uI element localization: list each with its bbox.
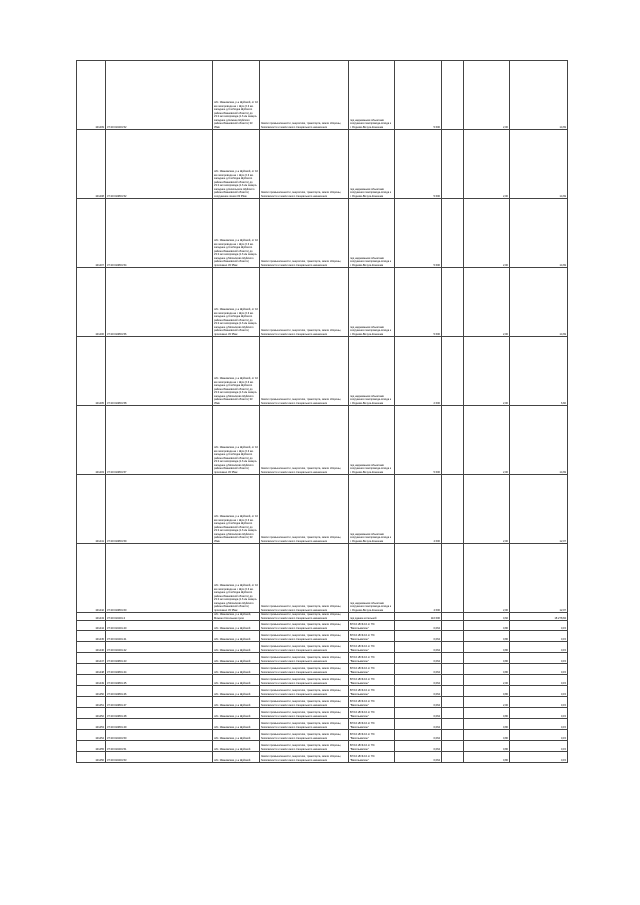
cell-address: обл. Ивановская, р-н Шуйский, от 10 км газопровода на г. Шуя (2.3 км. западнее д.Слободка Шуйского района Ивановской области) до 23.3 км газопровода (1.6 км северо-западнее д.Михалково Шуйского района Ивановской области) проложено 33 35мк [213,406,260,475]
cell-rate: 0,60 [464,613,510,621]
table-row [77,664,568,675]
cell-address: обл. Ивановская, р-н Шуйский, от 10 км газопровода на г. Шуя (2.3 км. западнее д.Слободка Шуйского района Ивановской области) до 23.3 км газопровода (1.6 км северо-западнее д.Михалково Шуйского района Ивановской области) проложено 33 35мк [213,199,260,268]
cell-address: обл. Ивановская, р-н Шуйский [213,686,260,697]
cell-land-category: Земли промышленности, энергетики, транспорта, земли обороны, безопасности и земли иного специального назначения [260,686,349,697]
cell-id: 101452 [77,708,106,719]
table-row [77,697,568,708]
cell-rate: 0,80 [464,752,510,763]
cell-empty [442,686,464,697]
cell-area: 0,064 [395,719,442,730]
cell-address: обл. Ивановская, р-н Шуйский, Можено Котельная пром [213,613,260,621]
cell-land-category: Земли промышленности, энергетики, транспорта, земли обороны, безопасности и земли иного специального назначения [260,631,349,642]
table-row [77,337,568,406]
cell-area: 0,064 [395,708,442,719]
cell-permitted-use: под надземными объектами сооружения газопровода-отвода к г. Родники-Вичуга-Кинешма [349,475,395,544]
cell-address: обл. Ивановская, р-н Шуйский [213,653,260,664]
cell-empty [442,61,464,130]
cell-area: 0,064 [395,741,442,752]
cell-empty [442,621,464,631]
cell-sum: 12,07 [510,475,568,544]
cell-address: обл. Ивановская, р-н Шуйский [213,631,260,642]
cell-land-category: Земли промышленности, энергетики, транспорта, земли обороны, безопасности и земли иного специального назначения [260,613,349,621]
cell-id: 101446 [77,642,106,653]
cell-id: 101451 [77,697,106,708]
cell-rate: 2,00 [464,475,510,544]
cell-permitted-use: ВЛ 10 кВ Ф-10 от ПС "Васильевское" [349,752,395,763]
cell-area: 5 600 [395,268,442,337]
cell-area: 0,064 [395,730,442,741]
cell-id: 101409 [77,61,106,130]
cell-cadastral-number: 37:20:010801:45 [106,675,213,686]
cell-rate: 2,00 [464,337,510,406]
cell-land-category: Земли промышленности, энергетики, транспорта, земли обороны, безопасности и земли иного специального назначения [260,642,349,653]
cell-empty [442,730,464,741]
cell-empty [442,406,464,475]
cell-address: обл. Ивановская, р-н Шуйский, от 10 км газопровода на г. Шуя (2.3 км. западнее д.Слободка Шуйского района Ивановской области) до 23.3 км газопровода (1.6 км северо-западнее д.Михалково Шуйского района Ивановской области) 33 35мк [213,475,260,544]
cell-permitted-use: под надземными объектами сооружения газопровода-отвода к г. Родники-Вичуга-Кинешма [349,268,395,337]
cell-area: 0,064 [395,664,442,675]
cell-rate: 0,80 [464,631,510,642]
cell-address: обл. Ивановская, р-н Шуйский [213,708,260,719]
cell-id: 101408 [77,130,106,199]
cell-rate: 2,00 [464,544,510,613]
cell-land-category: Земли промышленности, энергетики, транспорта, земли обороны, безопасности и земли иного специального назначения [260,730,349,741]
cell-rate: 0,80 [464,730,510,741]
cell-land-category: Земли промышленности, энергетики, транспорта, земли обороны, безопасности и земли иного специального назначения [260,475,349,544]
cell-cadastral-number: 37:20:010401:53 [106,752,213,763]
table-row [77,631,568,642]
cell-cadastral-number: 37:20:010801:58 [106,337,213,406]
cell-sum: 0,15 [510,686,568,697]
cell-rate: 0,80 [464,708,510,719]
cell-cadastral-number: 37:20:010801:60 [106,544,213,613]
cell-empty [442,544,464,613]
cell-address: обл. Ивановская, р-н Шуйский [213,752,260,763]
cell-empty [442,199,464,268]
cell-land-category: Земли промышленности, энергетики, транспорта, земли обороны, безопасности и земли иного специального назначения [260,199,349,268]
cell-cadastral-number: 37:20:010801:52 [106,130,213,199]
cell-id: 101407 [77,199,106,268]
cell-address: обл. Ивановская, р-н Шуйский [213,741,260,752]
table-row [77,613,568,621]
table-body [77,61,568,763]
cell-cadastral-number: 37:20:010401:4 [106,613,213,621]
cell-empty [442,719,464,730]
cell-permitted-use: под надземными объектами сооружения газопровода-отвода к г. Родники-Вичуга-Кинешма [349,199,395,268]
cell-area: 5 600 [395,61,442,130]
cell-id: 101456 [77,752,106,763]
cell-cadastral-number: 37:20:010401:40 [106,621,213,631]
cell-id: 101454 [77,730,106,741]
cell-sum: 0,15 [510,621,568,631]
cell-address: обл. Ивановская, р-н Шуйский, от 10 км газопровода на г. Шуя (2.3 км. западнее д.Слободка Шуйского района Ивановской области) до 23.3 км газопровода (1.6 км северо-западнее д.Никольское Шуйского района Ивановской области) сооружение линии 33 35мк [213,130,260,199]
cell-empty [442,675,464,686]
cell-address: обл. Ивановская, р-н Шуйский [213,642,260,653]
cell-sum: 14,69 [510,199,568,268]
cell-area: 0,064 [395,621,442,631]
cell-permitted-use: ВЛ 10 кВ Ф-10 от ПС "Васильевское" [349,697,395,708]
cell-rate: 2,00 [464,61,510,130]
cell-area: 0,064 [395,686,442,697]
cell-cadastral-number: 37:20:010801:57 [106,406,213,475]
cell-permitted-use: ВЛ 10 кВ Ф-10 от ПС "Васильевское" [349,708,395,719]
cell-cadastral-number: 37:20:010801:56 [106,268,213,337]
table-row [77,719,568,730]
cell-land-category: Земли промышленности, энергетики, транспорта, земли обороны, безопасности и земли иного специального назначения [260,268,349,337]
cell-address: обл. Ивановская, р-н Шуйский [213,664,260,675]
cell-area: 4 600 [395,475,442,544]
cell-permitted-use: ВЛ 10 кВ Ф-10 от ПС "Васильевское" [349,741,395,752]
cell-rate: 2,00 [464,697,510,708]
cell-sum: 6,82 [510,337,568,406]
cell-rate: 0,80 [464,686,510,697]
cell-cadastral-number: 37:20:010401:50 [106,730,213,741]
cell-land-category: Земли промышленности, энергетики, транспорта, земли обороны, безопасности и земли иного специального назначения [260,697,349,708]
cell-permitted-use: под надземными объектами сооружения газопровода-отвода к г. Родники-Вичуга-Кинешма [349,406,395,475]
cell-permitted-use: ВЛ 10 кВ Ф-10 от ПС "Васильевское" [349,653,395,664]
cell-address: обл. Ивановская, р-н Шуйский, от 10 км газопровода на г. Шуя (2.3 км. западнее д.Слободка Шуйского района Ивановской области) до 23.3 км газопровода (1.6 км северо-западнее д.Михалково Шуйского района Ивановской области) 33 35мк [213,337,260,406]
cell-permitted-use: ВЛ 10 кВ Ф-10 от ПС "Васильевское" [349,730,395,741]
table-row [77,61,568,130]
cell-sum: 0,15 [510,675,568,686]
cell-cadastral-number: 37:20:010401:51 [106,741,213,752]
cell-rate: 0,80 [464,741,510,752]
cell-id: 101406 [77,268,106,337]
cell-rate: 0,80 [464,719,510,730]
cell-rate: 0,80 [464,653,510,664]
cell-cadastral-number: 37:20:010801:49 [106,719,213,730]
cell-permitted-use: ВЛ 10 кВ Ф-10 от ПС "Васильевское" [349,642,395,653]
cell-cadastral-number: 37:20:010801:47 [106,697,213,708]
cell-empty [442,708,464,719]
cell-permitted-use: ВЛ 10 кВ Ф-10 от ПС "Васильевское" [349,621,395,631]
cell-rate: 2,00 [464,199,510,268]
table-row [77,642,568,653]
cell-cadastral-number: 37:20:010801:54 [106,199,213,268]
cell-address: обл. Ивановская, р-н Шуйский, от 10 км газопровода на г. Шуя (2.3 км. западнее д.Слободка Шуйского района Ивановской области) до 23.3 км газопровода (1.6 км северо-западнее д.Михалково Шуйского района Ивановской области) проложено 33 35мк [213,544,260,613]
cell-rate: 2,00 [464,268,510,337]
cell-sum: 0,15 [510,642,568,653]
cell-sum: 14,69 [510,61,568,130]
cell-permitted-use: ВЛ 10 кВ Ф-10 от ПС "Васильевское" [349,675,395,686]
cell-permitted-use: под надземными объектами сооружения газопровода-отвода к г. Родники-Вичуга-Кинешма [349,61,395,130]
cell-land-category: Земли промышленности, энергетики, транспорта, земли обороны, безопасности и земли иного специального назначения [260,406,349,475]
cell-area: 0,064 [395,752,442,763]
table-row [77,686,568,697]
cell-cadastral-number: 37:20:010801:46 [106,686,213,697]
cell-area: 5 600 [395,406,442,475]
cell-land-category: Земли промышленности, энергетики, транспорта, земли обороны, безопасности и земли иного специального назначения [260,621,349,631]
cell-area: 5 600 [395,130,442,199]
cell-area: 0,064 [395,697,442,708]
cell-sum: 14,69 [510,406,568,475]
cell-permitted-use: ВЛ 10 кВ Ф-10 от ПС "Васильевское" [349,719,395,730]
cell-id: 101453 [77,719,106,730]
cell-address: обл. Ивановская, р-н Шуйский, от 10 км газопровода на г. Шуя (2.3 км. западнее д.Слободка Шуйского района Ивановской области) до 23.3 км газопровода (1.6 км северо-западнее д.Нижнее Шуйского района Ивановской области) 33 35мк [213,61,260,130]
cell-id: 101448 [77,664,106,675]
table-row [77,752,568,763]
cell-land-category: Земли промышленности, энергетики, транспорта, земли обороны, безопасности и земли иного специального назначения [260,544,349,613]
table-row [77,475,568,544]
cell-id: 101441 [77,475,106,544]
cell-permitted-use: ВЛ 10 кВ Ф-10 от ПС "Васильевское" [349,631,395,642]
cell-sum: 0,15 [510,653,568,664]
cell-sum: 0,15 [510,719,568,730]
cell-area: 2 600 [395,337,442,406]
cell-land-category: Земли промышленности, энергетики, транспорта, земли обороны, безопасности и земли иного специального назначения [260,664,349,675]
cell-land-category: Земли промышленности, энергетики, транспорта, земли обороны, безопасности и земли иного специального назначения [260,741,349,752]
cell-land-category: Земли промышленности, энергетики, транспорта, земли обороны, безопасности и земли иного специального назначения [260,653,349,664]
cell-sum: 14,69 [510,130,568,199]
cell-empty [442,653,464,664]
land-plot-table [76,60,568,763]
cell-address: обл. Ивановская, р-н Шуйский [213,719,260,730]
table-row [77,708,568,719]
cell-id: 101447 [77,653,106,664]
table-row [77,741,568,752]
table-row [77,199,568,268]
cell-permitted-use: под надземными объектами сооружения газопровода-отвода к г. Родники-Вичуга-Кинешма [349,130,395,199]
cell-rate: 0,80 [464,642,510,653]
table-row [77,544,568,613]
table-row [77,653,568,664]
cell-empty [442,268,464,337]
cell-empty [442,631,464,642]
cell-land-category: Земли промышленности, энергетики, транспорта, земли обороны, безопасности и земли иного специального назначения [260,61,349,130]
cell-area: 4 600 [395,544,442,613]
cell-land-category: Земли промышленности, энергетики, транспорта, земли обороны, безопасности и земли иного специального назначения [260,752,349,763]
cell-land-category: Земли промышленности, энергетики, транспорта, земли обороны, безопасности и земли иного специального назначения [260,337,349,406]
cell-empty [442,741,464,752]
cell-sum: 0,15 [510,708,568,719]
cell-id: 101444 [77,621,106,631]
cell-address: обл. Ивановская, р-н Шуйский [213,730,260,741]
cell-sum: 12,07 [510,544,568,613]
cell-sum: 0,15 [510,697,568,708]
cell-permitted-use: под здание котельной [349,613,395,621]
cell-empty [442,697,464,708]
cell-address: обл. Ивановская, р-н Шуйский [213,621,260,631]
cell-area: 116 600 [395,613,442,621]
cell-cadastral-number: 37:20:010801:44 [106,664,213,675]
cell-land-category: Земли промышленности, энергетики, транспорта, земли обороны, безопасности и земли иного специального назначения [260,719,349,730]
cell-id: 101450 [77,686,106,697]
cell-rate: 2,00 [464,130,510,199]
cell-permitted-use: под надземными объектами сооружения газопровода-отвода к г. Родники-Вичуга-Кинешма [349,544,395,613]
cell-empty [442,752,464,763]
table-row [77,406,568,475]
cell-permitted-use: ВЛ 10 кВ Ф-10 от ПС "Васильевское" [349,686,395,697]
cell-land-category: Земли промышленности, энергетики, транспорта, земли обороны, безопасности и земли иного специального назначения [260,130,349,199]
cell-cadastral-number: 37:20:010401:52 [106,61,213,130]
cell-rate: 2,00 [464,675,510,686]
cell-cadastral-number: 37:20:010401:41 [106,631,213,642]
cell-id: 101405 [77,337,106,406]
cell-empty [442,475,464,544]
cell-empty [442,130,464,199]
cell-sum: 18 278,84 [510,613,568,621]
cell-sum: 14,69 [510,268,568,337]
cell-land-category: Земли промышленности, энергетики, транспорта, земли обороны, безопасности и земли иного специального назначения [260,708,349,719]
cell-empty [442,613,464,621]
cell-area: 5 600 [395,199,442,268]
cell-sum: 0,15 [510,631,568,642]
cell-sum: 0,15 [510,664,568,675]
cell-empty [442,642,464,653]
cell-address: обл. Ивановская, р-н Шуйский [213,697,260,708]
cell-sum: 0,15 [510,741,568,752]
cell-empty [442,664,464,675]
cell-sum: 0,15 [510,730,568,741]
table-row [77,621,568,631]
cell-cadastral-number: 37:20:010401:42 [106,642,213,653]
cell-id: 101443 [77,613,106,621]
cell-permitted-use: ВЛ 10 кВ Ф-10 от ПС "Васильевское" [349,664,395,675]
cell-permitted-use: под надземными объектами сооружения газопровода-отвода к г. Родники-Вичуга-Кинешма [349,337,395,406]
cell-cadastral-number: 37:20:010801:59 [106,475,213,544]
cell-cadastral-number: 37:20:010801:48 [106,708,213,719]
cell-area: 0,064 [395,675,442,686]
table-row [77,675,568,686]
cell-rate: 0,80 [464,664,510,675]
table-row [77,268,568,337]
table-row [77,730,568,741]
cell-empty [442,337,464,406]
cell-id: 101455 [77,741,106,752]
cell-area: 0,064 [395,631,442,642]
cell-id: 101403 [77,406,106,475]
cell-rate: 0,80 [464,621,510,631]
cell-cadastral-number: 37:20:010801:43 [106,653,213,664]
cell-address: обл. Ивановская, р-н Шуйский [213,675,260,686]
cell-rate: 2,00 [464,406,510,475]
cell-id: 101449 [77,675,106,686]
table-row [77,130,568,199]
cell-land-category: Земли промышленности, энергетики, транспорта, земли обороны, безопасности и земли иного специального назначения [260,675,349,686]
cell-sum: 0,15 [510,752,568,763]
cell-area: 0,064 [395,653,442,664]
cell-area: 0,064 [395,642,442,653]
cell-id: 101442 [77,544,106,613]
cell-address: обл. Ивановская, р-н Шуйский, от 10 км газопровода на г. Шуя (2.3 км. западнее д.Слободка Шуйского района Ивановской области) до 23.3 км газопровода (1.6 км северо-западнее д.Михалково Шуйского района Ивановской области) проложено 33 35мк [213,268,260,337]
cell-id: 101445 [77,631,106,642]
